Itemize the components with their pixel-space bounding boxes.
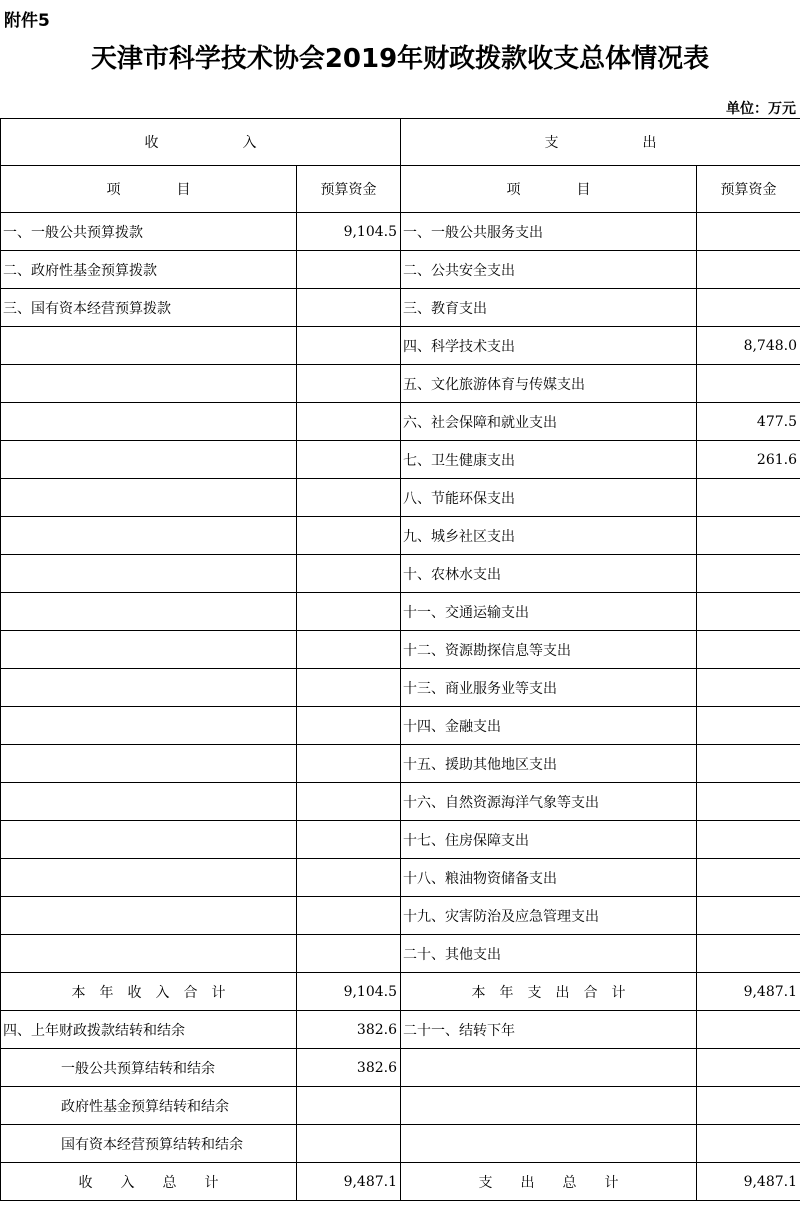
carryover-sub-row bbox=[1, 1049, 800, 1087]
table-row bbox=[1, 327, 800, 365]
income-item-header: 项 目 bbox=[1, 166, 297, 213]
table-row bbox=[1, 365, 800, 403]
income-value-cell bbox=[297, 289, 401, 327]
income-item-cell: 三、国有资本经营预算拨款 bbox=[1, 289, 297, 327]
expense-item-cell: 四、科学技术支出 bbox=[401, 327, 697, 365]
carry-forward-label: 二十一、结转下年 bbox=[401, 1011, 697, 1049]
carryover-sub-row bbox=[1, 1087, 800, 1125]
carryover-sub-row bbox=[1, 1125, 800, 1163]
income-grand-total-label: 收 入 总 计 bbox=[1, 1163, 297, 1201]
expense-value-cell bbox=[697, 289, 800, 327]
income-value-cell bbox=[297, 859, 401, 897]
table-row bbox=[1, 707, 800, 745]
budget-table bbox=[0, 118, 800, 1201]
table-row bbox=[1, 897, 800, 935]
expense-value-cell bbox=[697, 517, 800, 555]
carryover-row bbox=[1, 1011, 800, 1049]
expense-year-total-value: 9,487.1 bbox=[697, 973, 800, 1011]
income-item-cell bbox=[1, 821, 297, 859]
income-value-cell bbox=[297, 745, 401, 783]
expense-item-cell: 二、公共安全支出 bbox=[401, 251, 697, 289]
income-value-cell bbox=[297, 783, 401, 821]
table-row bbox=[1, 441, 800, 479]
expense-value-cell bbox=[697, 821, 800, 859]
income-item-cell bbox=[1, 517, 297, 555]
table-row bbox=[1, 859, 800, 897]
income-value-cell bbox=[297, 441, 401, 479]
income-value-cell bbox=[297, 555, 401, 593]
income-year-total-label: 本 年 收 入 合 计 bbox=[1, 973, 297, 1011]
table-row bbox=[1, 289, 800, 327]
expense-item-cell: 十八、粮油物资储备支出 bbox=[401, 859, 697, 897]
expense-value-cell bbox=[697, 251, 800, 289]
income-header: 收 入 bbox=[1, 119, 401, 166]
expense-item-cell: 十四、金融支出 bbox=[401, 707, 697, 745]
carryover-label: 四、上年财政拨款结转和结余 bbox=[1, 1011, 297, 1049]
carryover-sub-value bbox=[297, 1125, 401, 1163]
table-row bbox=[1, 403, 800, 441]
income-value-cell bbox=[297, 479, 401, 517]
table-row bbox=[1, 745, 800, 783]
unit-label: 单位：万元 bbox=[726, 101, 796, 117]
section-header-row bbox=[1, 119, 800, 166]
expense-item-cell: 十九、灾害防治及应急管理支出 bbox=[401, 897, 697, 935]
carryover-sub-label: 政府性基金预算结转和结余 bbox=[1, 1087, 297, 1125]
expense-item-cell: 八、节能环保支出 bbox=[401, 479, 697, 517]
expense-item-header: 项 目 bbox=[401, 166, 697, 213]
income-value-cell bbox=[297, 821, 401, 859]
income-item-cell bbox=[1, 935, 297, 973]
expense-value-cell bbox=[697, 859, 800, 897]
income-item-cell bbox=[1, 479, 297, 517]
expense-empty-value bbox=[697, 1087, 800, 1125]
income-item-cell bbox=[1, 859, 297, 897]
expense-item-cell: 一、一般公共服务支出 bbox=[401, 213, 697, 251]
income-item-cell bbox=[1, 631, 297, 669]
expense-value-cell bbox=[697, 935, 800, 973]
expense-grand-total-label: 支 出 总 计 bbox=[401, 1163, 697, 1201]
expense-budget-header: 预算资金 bbox=[697, 166, 800, 213]
income-item-cell bbox=[1, 707, 297, 745]
expense-item-cell: 十二、资源勘探信息等支出 bbox=[401, 631, 697, 669]
income-item-cell bbox=[1, 403, 297, 441]
table-row bbox=[1, 783, 800, 821]
income-value-cell bbox=[297, 251, 401, 289]
income-item-cell bbox=[1, 897, 297, 935]
table-row bbox=[1, 935, 800, 973]
page-title: 天津市科学技术协会2019年财政拨款收支总体情况表 bbox=[90, 44, 710, 74]
income-value-cell bbox=[297, 327, 401, 365]
expense-item-cell: 十七、住房保障支出 bbox=[401, 821, 697, 859]
grand-total-row bbox=[1, 1163, 800, 1201]
expense-empty-cell bbox=[401, 1125, 697, 1163]
expense-year-total-label: 本 年 支 出 合 计 bbox=[401, 973, 697, 1011]
income-value-cell bbox=[297, 403, 401, 441]
income-item-cell: 一、一般公共预算拨款 bbox=[1, 213, 297, 251]
expense-value-cell bbox=[697, 593, 800, 631]
carryover-sub-value: 382.6 bbox=[297, 1049, 401, 1087]
year-total-row bbox=[1, 973, 800, 1011]
table-row bbox=[1, 213, 800, 251]
expense-value-cell bbox=[697, 631, 800, 669]
income-item-cell bbox=[1, 669, 297, 707]
carryover-value: 382.6 bbox=[297, 1011, 401, 1049]
table-row bbox=[1, 251, 800, 289]
income-item-cell: 二、政府性基金预算拨款 bbox=[1, 251, 297, 289]
expense-value-cell bbox=[697, 745, 800, 783]
expense-value-cell bbox=[697, 669, 800, 707]
carry-forward-value bbox=[697, 1011, 800, 1049]
table-row bbox=[1, 821, 800, 859]
income-item-cell bbox=[1, 327, 297, 365]
attachment-label: 附件5 bbox=[4, 11, 50, 31]
income-item-cell bbox=[1, 441, 297, 479]
income-grand-total-value: 9,487.1 bbox=[297, 1163, 401, 1201]
table-row bbox=[1, 669, 800, 707]
expense-item-cell: 三、教育支出 bbox=[401, 289, 697, 327]
income-item-cell bbox=[1, 783, 297, 821]
carryover-sub-label: 一般公共预算结转和结余 bbox=[1, 1049, 297, 1087]
expense-value-cell: 8,748.0 bbox=[697, 327, 800, 365]
income-item-cell bbox=[1, 365, 297, 403]
income-item-cell bbox=[1, 593, 297, 631]
expense-value-cell bbox=[697, 707, 800, 745]
table-row bbox=[1, 555, 800, 593]
income-value-cell bbox=[297, 631, 401, 669]
expense-value-cell bbox=[697, 783, 800, 821]
table-row bbox=[1, 631, 800, 669]
income-budget-header: 预算资金 bbox=[297, 166, 401, 213]
expense-item-cell: 十三、商业服务业等支出 bbox=[401, 669, 697, 707]
expense-item-cell: 六、社会保障和就业支出 bbox=[401, 403, 697, 441]
column-header-row bbox=[1, 166, 800, 213]
expense-item-cell: 二十、其他支出 bbox=[401, 935, 697, 973]
income-item-cell bbox=[1, 745, 297, 783]
expense-value-cell bbox=[697, 897, 800, 935]
income-value-cell bbox=[297, 669, 401, 707]
expense-empty-value bbox=[697, 1049, 800, 1087]
expense-value-cell: 261.6 bbox=[697, 441, 800, 479]
expense-value-cell bbox=[697, 213, 800, 251]
expense-empty-cell bbox=[401, 1049, 697, 1087]
expense-item-cell: 九、城乡社区支出 bbox=[401, 517, 697, 555]
income-value-cell bbox=[297, 517, 401, 555]
income-value-cell bbox=[297, 935, 401, 973]
expense-value-cell bbox=[697, 555, 800, 593]
expense-item-cell: 十六、自然资源海洋气象等支出 bbox=[401, 783, 697, 821]
carryover-sub-value bbox=[297, 1087, 401, 1125]
table-row bbox=[1, 517, 800, 555]
income-year-total-value: 9,104.5 bbox=[297, 973, 401, 1011]
expense-empty-cell bbox=[401, 1087, 697, 1125]
expense-value-cell bbox=[697, 479, 800, 517]
carryover-sub-label: 国有资本经营预算结转和结余 bbox=[1, 1125, 297, 1163]
expense-item-cell: 十、农林水支出 bbox=[401, 555, 697, 593]
expense-grand-total-value: 9,487.1 bbox=[697, 1163, 800, 1201]
income-item-cell bbox=[1, 555, 297, 593]
expense-value-cell: 477.5 bbox=[697, 403, 800, 441]
table-row bbox=[1, 479, 800, 517]
expense-item-cell: 七、卫生健康支出 bbox=[401, 441, 697, 479]
expense-header: 支 出 bbox=[401, 119, 800, 166]
income-value-cell: 9,104.5 bbox=[297, 213, 401, 251]
expense-item-cell: 十一、交通运输支出 bbox=[401, 593, 697, 631]
income-value-cell bbox=[297, 707, 401, 745]
income-value-cell bbox=[297, 365, 401, 403]
income-value-cell bbox=[297, 897, 401, 935]
income-value-cell bbox=[297, 593, 401, 631]
expense-value-cell bbox=[697, 365, 800, 403]
expense-empty-value bbox=[697, 1125, 800, 1163]
table-row bbox=[1, 593, 800, 631]
expense-item-cell: 十五、援助其他地区支出 bbox=[401, 745, 697, 783]
expense-item-cell: 五、文化旅游体育与传媒支出 bbox=[401, 365, 697, 403]
